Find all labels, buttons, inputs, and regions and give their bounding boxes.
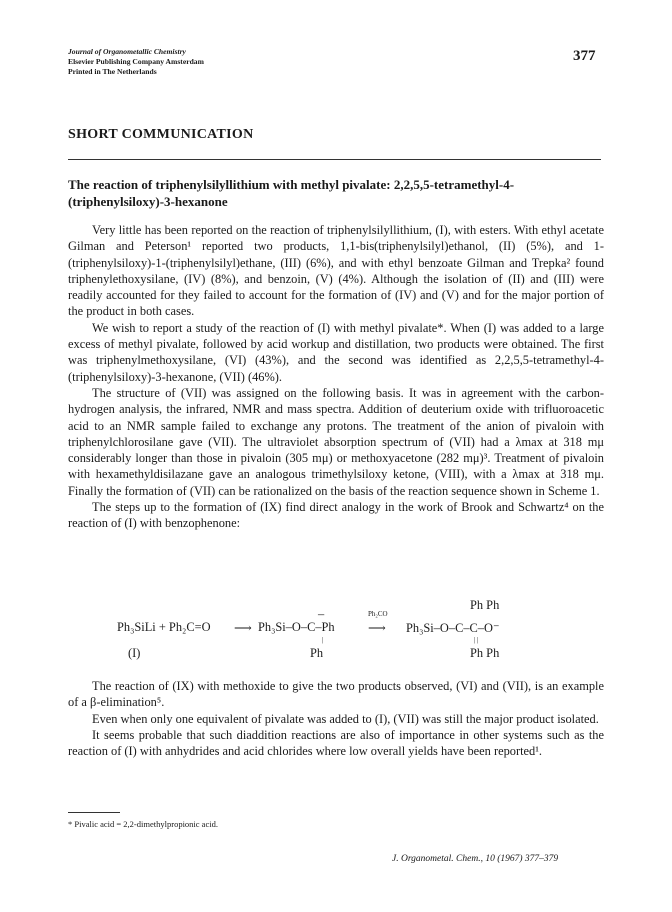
scheme-arrow: ⟶ — [368, 621, 386, 635]
journal-citation: J. Organometal. Chem., 10 (1967) 377–379 — [392, 854, 559, 864]
scheme-product-bonds: | | — [474, 636, 479, 644]
paragraph: Very little has been reported on the reaction of triphenylsilyllithium, (I), with esters. With ethyl acetate Gilman and Peterson¹ reported two products, 1,1-bis(triphenylsilyl)ethanol, (II) (5%), and 1-(triphenylsiloxy)-1-(triphenylsilyl)ethane, (III) (6%), and with ethyl benzoate Gilman and Trepka² found triphenylethoxysilane, (IV) (8%), and benzoin, (V) (4%). Although the isolation of (II) and (III) were readily accounted for they failed to account for the formation of (IV) and (V) and for the major portion of the product in both cases. — [68, 223, 604, 319]
scheme-reagent: Ph₂CO — [368, 610, 388, 618]
scheme-intermediate: Ph₃Si–O–C–Ph — [258, 620, 335, 634]
scheme-product-top: Ph Ph — [470, 598, 500, 612]
paragraph: The structure of (VII) was assigned on the following basis. It was in agreement with the carbon-hydrogen analysis, the infrared, NMR and mass spectra. Addition of deuterium oxide with trifluoroacetic acid to an NMR sample failed to exchange any protons. The treatment of the anion of pivaloin with triphenylchlorosilane gave (VII). The ultraviolet absorption spectrum of (VII) had a λmax at 318 mμ considerably longer than those in pivaloin (305 mμ) or methoxyacetone (282 mμ)³. Treatment of pivaloin with hexamethyldisilazane gave an analogous trimethylsiloxy ketone, (VIII), with a λmax at 318 mμ. Finally the formation of (VII) can be rationalized on the basis of the reaction sequence shown in Scheme 1. — [68, 385, 604, 498]
journal-name: Journal of Organometallic Chemistry — [68, 47, 186, 56]
reaction-scheme — [68, 598, 604, 666]
scheme-product-bottom: Ph Ph — [470, 646, 500, 660]
footnote-rule — [68, 812, 120, 813]
scheme-charge: – — [318, 607, 325, 621]
footnote: * Pivalic acid = 2,2-dimethylpropionic acid. — [68, 819, 218, 829]
scheme-label: (I) — [128, 646, 141, 660]
printed-line: Printed in The Netherlands — [68, 67, 157, 76]
section-heading: SHORT COMMUNICATION — [68, 127, 254, 142]
scheme-intermediate-sub: Ph — [310, 646, 324, 660]
paragraph: We wish to report a study of the reaction of (I) with methyl pivalate*. When (I) was added to a large excess of methyl pivalate, followed by acid workup and distillation, two products were obtained. The first was triphenylmethoxysilane, (VI) (43%), and the second was identified as 2,2,5,5-tetramethyl-4-(triphenylsiloxy)-3-hexanone, (VII) (46%). — [68, 320, 604, 384]
page-number: 377 — [573, 48, 596, 64]
journal-header — [68, 47, 204, 77]
body-text — [68, 222, 604, 532]
article-title: The reaction of triphenylsilyllithium with methyl pivalate: 2,2,5,5-tetramethyl-4-(triphenylsiloxy)-3-hexanone — [68, 177, 515, 209]
heading-rule — [68, 159, 601, 160]
paragraph: The reaction of (IX) with methoxide to give the two products observed, (VI) and (VII), is an example of a β-elimination⁵. — [68, 679, 604, 710]
scheme-bond: | — [322, 636, 324, 644]
paragraph: The steps up to the formation of (IX) find direct analogy in the work of Brook and Schwartz⁴ on the reaction of (I) with benzophenone: — [68, 500, 604, 531]
publisher-line: Elsevier Publishing Company Amsterdam — [68, 57, 204, 66]
scheme-product: Ph₃Si–O–C–C–O⁻ — [406, 621, 500, 635]
scheme-arrow: ⟶ — [234, 621, 252, 635]
paragraph: It seems probable that such diaddition reactions are also of importance in other systems such as the reaction of (I) with anhydrides and acid chlorides where low overall yields have been reported¹. — [68, 727, 604, 759]
body-text-continued — [68, 678, 604, 759]
scheme-reactants: Ph₃SiLi + Ph₂C=O — [117, 620, 211, 634]
paragraph: Even when only one equivalent of pivalate was added to (I), (VII) was still the major product isolated. — [92, 711, 599, 726]
